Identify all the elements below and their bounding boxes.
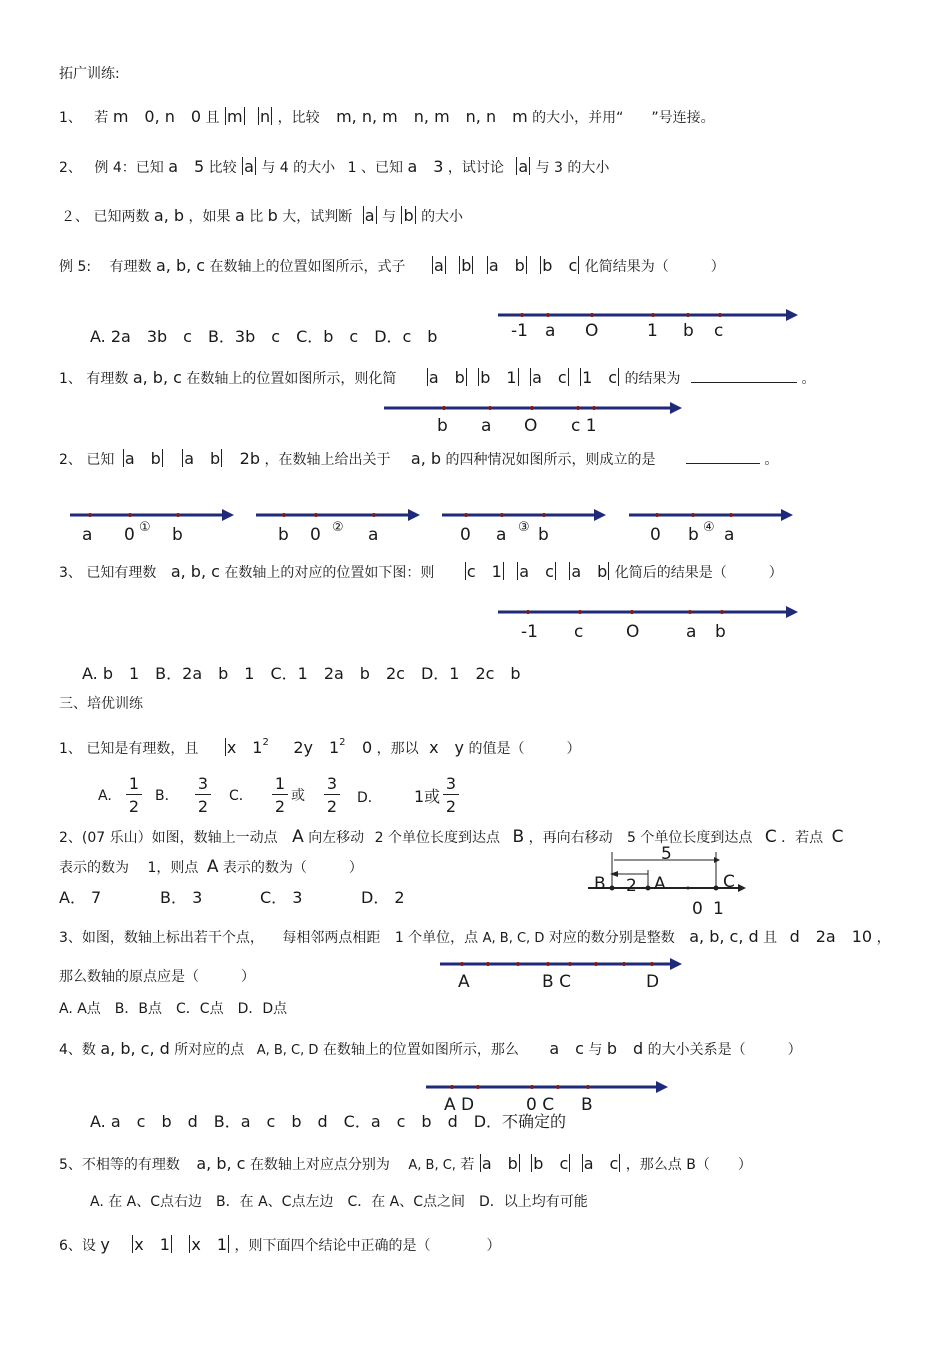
r5-line — [59, 1154, 752, 1172]
r4-i: 的大小关系是（ ） — [647, 1042, 802, 1058]
r5-points: A, B, C, — [408, 1158, 456, 1173]
r1-line — [59, 738, 580, 756]
p2-end: 。 — [764, 452, 779, 468]
r5-then: ，那么点 — [625, 1157, 682, 1173]
q2-cond: a 5 — [168, 157, 205, 176]
p3-abs-ab: a b — [571, 562, 608, 581]
r2-l2c: 表示的数为（ ） — [222, 860, 363, 876]
p3-abs-ac: a c — [519, 562, 554, 581]
p1-axis-label-a: a — [481, 416, 492, 436]
r3-g: 且 — [763, 930, 778, 946]
r1-opt-b-frac: 3 2 — [194, 776, 212, 815]
ex5-axis-label-neg1: -1 — [511, 321, 528, 341]
r4-axis-label-0c: 0 C — [526, 1095, 555, 1115]
r3-options: A. A点 B．B点 C．C点 D．D点 — [59, 1001, 288, 1017]
r1-opt-b-label: B． — [155, 788, 179, 804]
p2-ab: a, b — [410, 449, 442, 468]
p3-desc: 在数轴上的对应的位置如下图：则 — [224, 565, 435, 581]
r3-b: 每相邻两点相距 — [282, 930, 381, 946]
r1-opt-d-val: 1或 — [414, 787, 441, 806]
r3-abcd-points: A, B, C, D — [482, 931, 545, 946]
q2-line — [59, 157, 609, 175]
q2-sub1: 1 、已知 — [347, 160, 403, 176]
p2-case4-mid: b — [688, 525, 699, 545]
p1-number-axis — [382, 400, 692, 416]
r2-a2: A — [206, 857, 219, 877]
r2-fig-five: 5 — [661, 844, 672, 864]
r3-a: 3、如图，数轴上标出若干个点， — [59, 930, 264, 946]
r4-a: 4、数 — [59, 1042, 96, 1058]
r5-abs-ab: a b — [481, 1154, 518, 1173]
r3-abcd: a, b, c, d — [689, 927, 759, 946]
r2-fig-a: A — [654, 874, 666, 894]
ex5-ask: 化简结果为（ ） — [584, 259, 725, 275]
r2-intro: 2、(07 乐山）如图，数轴上一动点 — [59, 830, 278, 846]
r2-fig-zero: 0 — [692, 899, 703, 919]
r2-b1: B — [512, 827, 525, 847]
q1-pre: 若 — [94, 110, 109, 126]
p2-case2-right: a — [368, 525, 379, 545]
p2-abs-ab2: a b — [184, 449, 221, 468]
q2b-if: ，如果 — [188, 209, 231, 225]
r1-opt-a-frac: 1 2 — [125, 776, 143, 815]
r1-ask: 的值是（ ） — [468, 741, 581, 757]
p3-line — [59, 562, 783, 580]
r1-2y1: 2y 1 — [293, 738, 340, 757]
r6-abs-x1a: x 1 — [134, 1235, 170, 1254]
r1-a: 已知是有理数，且 — [86, 741, 199, 757]
r1-opt-c-or: 或 — [291, 788, 305, 804]
p2-case2-mark: ② — [332, 520, 344, 535]
q2b-number: ２、 — [61, 209, 89, 225]
r2-fig-c: C — [723, 872, 735, 892]
r2-fig-b: B — [594, 874, 606, 894]
r3-line1 — [59, 929, 891, 945]
r4-bd: b d — [606, 1039, 644, 1058]
section-title-advance: 三、培优训练 — [59, 696, 143, 712]
ex5-label: 例 5: — [59, 259, 92, 275]
section-title-extend: 拓广训练: — [59, 66, 120, 82]
p3-number-axis — [496, 605, 806, 619]
p1-abs-ab: a b — [428, 368, 465, 387]
r1-opt-c-label: C． — [229, 788, 253, 804]
q1-mid: 且 — [205, 110, 220, 126]
r1-then: ，那以 — [376, 741, 419, 757]
r4-options: A. a c b d B．a c b d C．a c b d D．不确定的 — [90, 1112, 567, 1131]
r6-e: ，则下面四个结论中正确的是（ ） — [234, 1238, 501, 1254]
r2-two: 2 个单位长度到达点 — [374, 830, 500, 846]
r5-if: 若 — [460, 1157, 475, 1173]
ex5-abs-a: a — [434, 256, 444, 275]
ex5-desc: 在数轴上的位置如图所示，式子 — [209, 259, 406, 275]
r5-abc: a, b, c — [196, 1154, 246, 1173]
p2-case2-mid: 0 — [310, 525, 321, 545]
ex5-options: A. 2a 3b c B．3b c C．b c D．c b — [90, 327, 438, 346]
p3-number: 3、 — [59, 565, 82, 581]
p1-a: 有理数 — [86, 371, 129, 387]
q1-compare: ，比较 — [277, 110, 320, 126]
p3-axis-label-c: c — [574, 622, 584, 642]
p1-abs-ac: a c — [532, 368, 567, 387]
r1-xy: x y — [429, 738, 465, 757]
r3-axis-label-a: A — [458, 972, 470, 992]
r3-c: 1 个单位，点 — [394, 930, 479, 946]
p1-line — [59, 368, 815, 386]
r2-fig-two: 2 — [626, 876, 637, 896]
r3-number-axis — [438, 957, 688, 971]
r1-zero: 0 — [361, 738, 373, 757]
ex5-abs-bc: b c — [542, 256, 578, 275]
p2-desc: ，在数轴上给出关于 — [264, 452, 391, 468]
p1-result: 的结果为 — [624, 371, 681, 387]
p2-case4-left: 0 — [650, 525, 661, 545]
p3-axis-label-a: a — [686, 622, 697, 642]
r2-opt-c: C． 3 — [260, 888, 303, 907]
r1-opt-d-label: D． — [357, 790, 382, 806]
ex5-axis-label-1: 1 — [647, 321, 658, 341]
p2-2b: 2b — [239, 449, 261, 468]
p2-case4-right: a — [724, 525, 735, 545]
r2-opt-d: D． 2 — [361, 888, 405, 907]
p2-case1-right: b — [172, 525, 183, 545]
r1-opt-d-frac: 3 2 — [442, 776, 460, 815]
p3-a: 已知有理数 — [86, 565, 157, 581]
p1-axis-label-o: O — [524, 416, 538, 436]
ex5-abs-b: b — [461, 256, 472, 275]
p2-case3-right: b — [538, 525, 549, 545]
q2-abs-a: a — [244, 157, 254, 176]
q2-with4: 与 4 的大小 — [261, 160, 336, 176]
r1-abs-x1: x 1 — [226, 738, 263, 757]
q2-cond2: a 3 — [407, 157, 444, 176]
r1-opt-c-frac1: 1 2 — [271, 776, 289, 815]
r4-line — [59, 1041, 802, 1057]
p2-abs-ab1: a b — [124, 449, 161, 468]
q1-number: 1、 — [59, 110, 82, 126]
r5-a: 5、不相等的有理数 — [59, 1157, 180, 1173]
p1-end: 。 — [801, 371, 816, 387]
p2-axis-case1 — [68, 508, 238, 522]
r2-right: ，再向右移动 — [528, 830, 613, 846]
ex5-axis-label-a: a — [545, 321, 556, 341]
ex5-abs-ab: a b — [488, 256, 525, 275]
r2-a1: A — [292, 827, 304, 847]
p2-case1-mark: ① — [139, 520, 151, 535]
q1-tail: 的大小，并用“ ”号连接。 — [532, 110, 715, 126]
q2-number: 2、 — [59, 160, 82, 176]
p3-axis-label-b: b — [715, 622, 726, 642]
p1-desc: 在数轴上的位置如图所示，则化简 — [186, 371, 397, 387]
r6-abs-x1b: x 1 — [191, 1235, 228, 1254]
p1-axis-label-c1: c 1 — [571, 416, 597, 436]
ex5-abc: a, b, c — [155, 256, 206, 275]
r5-b-point: B（ ） — [686, 1157, 752, 1173]
p2-a: 已知 — [86, 452, 115, 468]
r1-opt-c-frac2: 3 2 — [323, 776, 341, 815]
p2-number: 2、 — [59, 452, 82, 468]
r1-opt-a-label: A. — [98, 788, 112, 804]
q2b-b-var: b — [267, 206, 278, 225]
q1-line — [59, 107, 715, 125]
p3-axis-label-neg1: -1 — [521, 622, 538, 642]
q1-list: m, n, m n, m n, n m — [336, 107, 528, 126]
q2b-a: 已知两数 — [93, 209, 150, 225]
p2-line — [59, 449, 778, 467]
q2b-judge: 大，试判断 — [282, 209, 353, 225]
r2-c1: C — [764, 827, 777, 847]
p2-desc2: 的四种情况如图所示，则成立的是 — [445, 452, 656, 468]
r2-fig-one: 1 — [713, 899, 724, 919]
p1-abs-b1: b 1 — [480, 368, 517, 387]
p3-options: A. b 1 B．2a b 1 C．1 2a b 2c D．1 2c b — [82, 664, 521, 683]
q2-abs-a2: a — [518, 157, 529, 176]
p3-axis-label-o: O — [626, 622, 640, 642]
p1-abs-1c: 1 c — [582, 368, 618, 387]
r4-axis-label-ad: A D — [444, 1095, 475, 1115]
r4-number-axis — [424, 1080, 674, 1094]
p2-case3-left: 0 — [460, 525, 471, 545]
r2-opt-a: A． 7 — [59, 888, 102, 907]
q2b-with: 与 — [382, 209, 396, 225]
r5-abs-ac: a c — [583, 1154, 619, 1173]
p3-abs-c1: c 1 — [466, 562, 502, 581]
q2-with3: 与 3 的大小 — [535, 160, 610, 176]
r3-axis-label-d: D — [646, 972, 660, 992]
r5-c: 在数轴上对应点分别为 — [249, 1157, 390, 1173]
q2-example: 例 4：已知 — [94, 160, 164, 176]
r2-line2 — [59, 859, 363, 876]
q2b-ab: a, b — [153, 206, 185, 225]
q2b-abs-a: a — [364, 206, 375, 225]
p2-case2-left: b — [278, 525, 289, 545]
ex5-number-axis — [496, 306, 806, 322]
r6-y: y — [100, 1235, 110, 1254]
p3-ask: 化简后的结果是（ ） — [614, 565, 783, 581]
r3-cond: d 2a 10 — [789, 927, 873, 946]
r2-opt-b: B． 3 — [160, 888, 203, 907]
p2-case3-mid: a — [496, 525, 507, 545]
r2-c2: C — [831, 827, 844, 847]
q2b-abs-b: b — [403, 206, 414, 225]
ex5-rational: 有理数 — [109, 259, 152, 275]
r4-axis-label-b: B — [581, 1095, 593, 1115]
q2b-a-var: a — [234, 206, 245, 225]
p2-answer-blank[interactable] — [686, 463, 760, 464]
p3-abc: a, b, c — [170, 562, 220, 581]
p1-number: 1、 — [59, 371, 82, 387]
r4-points: A, B, C, D — [256, 1043, 319, 1058]
r4-abcd: a, b, c, d — [100, 1039, 170, 1058]
p2-case4-mark: ④ — [703, 520, 715, 535]
r2-left: 向左移动 — [308, 830, 365, 846]
ex5-axis-label-c: c — [714, 321, 724, 341]
ex5-line — [59, 256, 725, 274]
p2-case3-mark: ③ — [518, 520, 530, 535]
r6-a: 6、设 — [59, 1238, 96, 1254]
r3-e: 对应的数分别是整数 — [548, 930, 675, 946]
q2b-line — [61, 206, 463, 224]
r1-sq2: 2 — [339, 737, 346, 748]
r3-axis-label-bc: B C — [542, 972, 571, 992]
q2-discuss: ，试讨论 — [447, 160, 504, 176]
r6-line — [59, 1235, 501, 1253]
r5-options: A. 在 A、C点右边 B．在 A、C点左边 C．在 A、C点之间 D．以上均有可能 — [90, 1194, 588, 1210]
r4-ac: a c — [549, 1039, 584, 1058]
q2-compare: 比较 — [208, 160, 237, 176]
r2-line1 — [59, 829, 844, 846]
r3-line2: 那么数轴的原点应是（ ） — [59, 969, 255, 985]
p1-answer-blank[interactable] — [691, 382, 797, 383]
ex5-axis-label-o: O — [585, 321, 599, 341]
p1-axis-label-b: b — [437, 416, 448, 436]
p2-case1-left: a — [82, 525, 93, 545]
p2-case1-mid: 0 — [124, 525, 135, 545]
r1-sq1: 2 — [262, 737, 269, 748]
r1-number: 1、 — [59, 741, 82, 757]
q1-condition: m 0, n 0 — [112, 107, 202, 126]
r2-l2a: 表示的数为 — [59, 860, 129, 876]
r4-e: 在数轴上的位置如图所示，那么 — [322, 1042, 519, 1058]
p1-abc: a, b, c — [132, 368, 182, 387]
r2-if: ．若点 — [781, 830, 824, 846]
r5-abs-bc: b c — [533, 1154, 569, 1173]
q2b-size: 的大小 — [421, 209, 464, 225]
ex5-axis-label-b: b — [683, 321, 694, 341]
r4-g: 与 — [588, 1042, 603, 1058]
q2b-than: 比 — [249, 209, 264, 225]
r3-i: ， — [876, 930, 891, 946]
r2-l2b: 1，则点 — [147, 860, 199, 876]
r4-c: 所对应的点 — [174, 1042, 245, 1058]
r2-five: 5 个单位长度到达点 — [627, 830, 753, 846]
q1-abs-n: n — [260, 107, 271, 126]
q1-abs-m: m — [227, 107, 243, 126]
